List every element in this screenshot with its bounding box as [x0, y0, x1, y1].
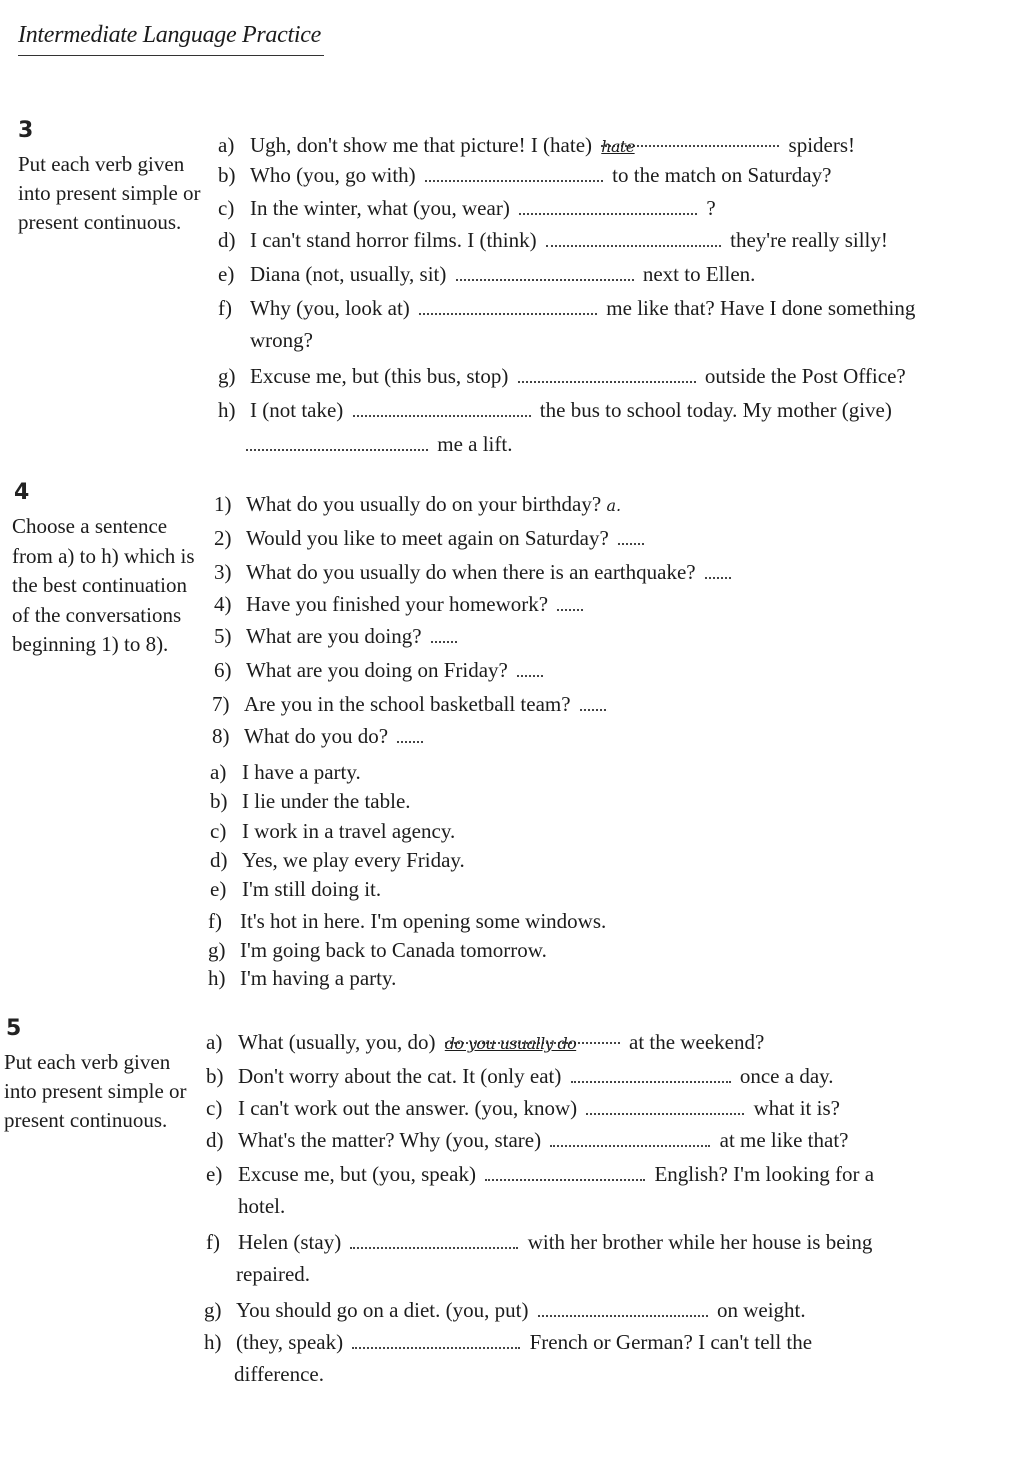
question-text: What do you usually do on your birthday?	[246, 492, 602, 516]
question-text: What do you do?	[244, 724, 389, 748]
item-prompt: In the winter, what (you, wear)	[250, 196, 510, 220]
item-rest: what it is?	[753, 1096, 840, 1120]
answer-blank[interactable]	[444, 1030, 620, 1053]
answer-blank[interactable]	[580, 697, 606, 711]
item-label: f)	[206, 1230, 220, 1254]
ex4-question-8	[212, 724, 427, 749]
item-prompt: You should go on a diet. (you, put)	[236, 1298, 529, 1322]
answer-blank[interactable]	[456, 267, 634, 281]
item-rest: on weight.	[716, 1298, 806, 1322]
item-label: c)	[218, 196, 235, 220]
answer-blank[interactable]	[601, 133, 779, 156]
item-label: b)	[218, 163, 236, 187]
ex4-question-5	[214, 624, 461, 649]
answer-blank[interactable]	[538, 1303, 708, 1317]
page-title: Intermediate Language Practice	[18, 22, 324, 56]
item-label: h)	[204, 1330, 222, 1354]
ex4-option-c	[210, 819, 455, 844]
item-prompt: (they, speak)	[236, 1330, 344, 1354]
item-label: e)	[206, 1162, 223, 1186]
ex5-item-c	[206, 1096, 840, 1121]
ex5-item-h-continuation: difference.	[234, 1362, 324, 1386]
answer-blank[interactable]	[519, 201, 697, 215]
exercise-5-number: 5	[6, 1016, 22, 1041]
answer-blank[interactable]	[350, 1235, 518, 1249]
answer-blank[interactable]	[571, 1069, 731, 1083]
ex3-item-f	[218, 296, 915, 321]
answer-blank[interactable]	[485, 1167, 645, 1181]
ex4-option-g	[208, 938, 547, 963]
item-prompt: Helen (stay)	[238, 1230, 342, 1254]
item-rest: ?	[706, 196, 716, 220]
option-text: I lie under the table.	[242, 789, 411, 813]
ex3-item-a	[218, 133, 855, 158]
answer-blank[interactable]	[518, 369, 696, 383]
item-label: 8)	[212, 724, 230, 748]
item-label: d)	[218, 228, 236, 252]
item-label: h)	[218, 398, 236, 422]
ex4-question-2	[214, 526, 648, 551]
item-rest: spiders!	[788, 133, 856, 157]
item-prompt: Ugh, don't show me that picture! I (hate)	[250, 133, 593, 157]
item-label: e)	[210, 877, 227, 901]
item-label: a)	[210, 760, 227, 784]
exercise-3-instruction: Put each verb given into present simple or present continuous.	[18, 152, 201, 234]
ex5-item-b	[206, 1064, 834, 1089]
item-rest: to the match on Saturday?	[612, 163, 832, 187]
option-text: I'm going back to Canada tomorrow.	[240, 938, 547, 962]
answer-blank[interactable]	[246, 437, 428, 451]
item-rest: at me like that?	[719, 1128, 849, 1152]
item-rest: French or German? I can't tell the	[529, 1330, 813, 1354]
item-label: 4)	[214, 592, 232, 616]
ex5-item-a	[206, 1030, 764, 1055]
item-prompt: What (usually, you, do)	[238, 1030, 436, 1054]
item-prompt: Who (you, go with)	[250, 163, 416, 187]
item-rest: next to Ellen.	[642, 262, 756, 286]
ex4-option-d	[210, 848, 465, 873]
answer-blank[interactable]	[557, 597, 583, 611]
ex4-question-4	[214, 592, 587, 617]
answer-blank[interactable]	[618, 531, 644, 545]
option-text: I'm having a party.	[240, 966, 397, 990]
item-prompt: Excuse me, but (this bus, stop)	[250, 364, 509, 388]
ex5-item-d	[206, 1128, 849, 1153]
item-rest: me like that? Have I done something	[606, 296, 916, 320]
ex3-item-c	[218, 196, 716, 221]
item-label: 5)	[214, 624, 232, 648]
item-label: 3)	[214, 560, 232, 584]
option-text: It's hot in here. I'm opening some windows.	[240, 909, 607, 933]
answer-blank[interactable]	[352, 1335, 520, 1349]
ex5-item-e-continuation: hotel.	[238, 1194, 286, 1218]
question-text: Are you in the school basketball team?	[244, 692, 571, 716]
handwritten-answer: a.	[606, 496, 622, 515]
answer-blank[interactable]	[353, 403, 531, 417]
ex3-item-g	[218, 364, 906, 389]
item-prompt: I (not take)	[250, 398, 344, 422]
question-text: What are you doing?	[246, 624, 422, 648]
option-text: I work in a travel agency.	[242, 819, 456, 843]
ex4-question-6	[214, 658, 547, 683]
exercise-5-instruction: Put each verb given into present simple or present continuous.	[4, 1050, 187, 1132]
ex4-question-3	[214, 560, 735, 585]
question-text: What do you usually do when there is an earthquake?	[246, 560, 696, 584]
ex4-option-b	[210, 789, 411, 814]
item-label: g)	[208, 938, 226, 962]
answer-blank[interactable]	[397, 729, 423, 743]
item-label: 6)	[214, 658, 232, 682]
item-rest: at the weekend?	[629, 1030, 765, 1054]
ex4-question-7	[212, 692, 610, 717]
item-label: f)	[218, 296, 232, 320]
ex3-item-b	[218, 163, 831, 188]
ex5-item-e	[206, 1162, 874, 1187]
item-label: 1)	[214, 492, 232, 516]
item-prompt: I can't work out the answer. (you, know)	[238, 1096, 578, 1120]
ex4-question-1	[214, 492, 621, 517]
question-text: What are you doing on Friday?	[246, 658, 508, 682]
ex5-item-g	[204, 1298, 806, 1323]
item-label: f)	[208, 909, 222, 933]
item-rest: me a lift.	[437, 432, 513, 456]
ex3-item-d	[218, 228, 888, 253]
item-label: g)	[218, 364, 236, 388]
question-text: Have you finished your homework?	[246, 592, 549, 616]
ex5-item-h	[204, 1330, 812, 1355]
item-label: c)	[210, 819, 227, 843]
ex4-option-f	[208, 909, 606, 934]
exercise-4-number: 4	[14, 480, 30, 505]
answer-blank[interactable]	[425, 168, 603, 182]
item-label: b)	[206, 1064, 224, 1088]
item-prompt: Diana (not, usually, sit)	[250, 262, 447, 286]
item-label: 2)	[214, 526, 232, 550]
ex3-item-h	[218, 398, 892, 423]
item-prompt: Don't worry about the cat. It (only eat)	[238, 1064, 562, 1088]
item-rest: they're really silly!	[730, 228, 888, 252]
item-label: d)	[210, 848, 228, 872]
option-text: Yes, we play every Friday.	[242, 848, 465, 872]
item-label: c)	[206, 1096, 223, 1120]
ex4-option-h	[208, 966, 396, 991]
ex3-item-h-continuation	[242, 432, 512, 457]
ex3-item-e	[218, 262, 755, 287]
item-label: h)	[208, 966, 226, 990]
answer-blank[interactable]	[419, 301, 597, 315]
item-prompt: What's the matter? Why (you, stare)	[238, 1128, 542, 1152]
answer-blank[interactable]	[517, 663, 543, 677]
answer-blank[interactable]	[431, 629, 457, 643]
item-label: 7)	[212, 692, 230, 716]
item-label: b)	[210, 789, 228, 813]
handwritten-answer: hate	[601, 137, 635, 156]
item-prompt: Excuse me, but (you, speak)	[238, 1162, 476, 1186]
item-label: g)	[204, 1298, 222, 1322]
item-rest: outside the Post Office?	[704, 364, 906, 388]
item-label: a)	[218, 133, 235, 157]
item-label: d)	[206, 1128, 224, 1152]
answer-blank[interactable]	[546, 233, 721, 247]
exercise-3-number: 3	[18, 118, 34, 143]
option-text: I'm still doing it.	[242, 877, 382, 901]
question-text: Would you like to meet again on Saturday?	[246, 526, 609, 550]
answer-blank[interactable]	[586, 1101, 744, 1115]
item-rest: with her brother while her house is being	[527, 1230, 873, 1254]
answer-blank[interactable]	[705, 565, 731, 579]
option-text: I have a party.	[242, 760, 361, 784]
ex3-item-f-continuation: wrong?	[250, 328, 313, 352]
item-label: e)	[218, 262, 235, 286]
answer-blank[interactable]	[550, 1133, 710, 1147]
ex5-item-f-continuation: repaired.	[236, 1262, 311, 1286]
ex4-option-e	[210, 877, 381, 902]
item-label: a)	[206, 1030, 223, 1054]
item-rest: once a day.	[739, 1064, 834, 1088]
handwritten-answer: do you usually do	[444, 1034, 577, 1053]
item-rest: English? I'm looking for a	[654, 1162, 875, 1186]
item-rest: the bus to school today. My mother (give)	[539, 398, 892, 422]
ex4-option-a	[210, 760, 361, 785]
exercise-4-instruction: Choose a sentence from a) to h) which is the best continuation of the conversations beginning 1) to 8).	[12, 514, 195, 656]
ex5-item-f	[206, 1230, 872, 1255]
item-prompt: I can't stand horror films. I (think)	[250, 228, 537, 252]
item-prompt: Why (you, look at)	[250, 296, 410, 320]
